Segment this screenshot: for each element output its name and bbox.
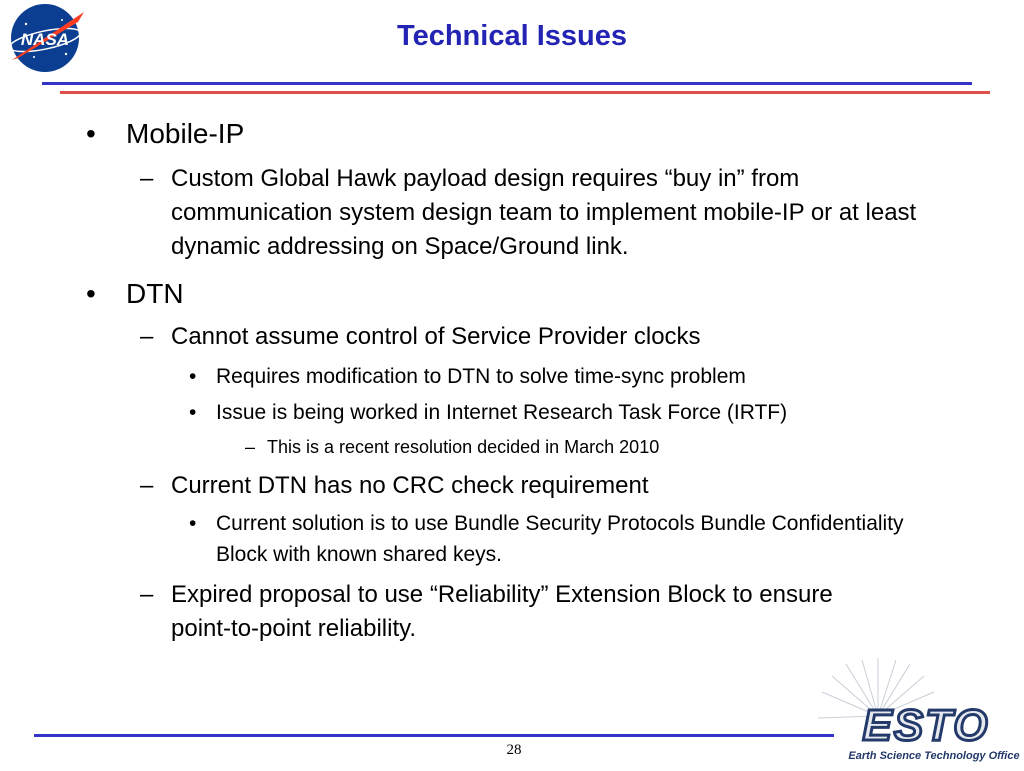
bullet-marker: • (86, 118, 96, 149)
bullet-marker: • (189, 512, 197, 535)
dtn-bsp: Current solution is to use Bundle Security Protocols Bundle Confidentiality Block with known shared keys. (216, 512, 904, 566)
slide-title: Technical Issues (397, 20, 627, 52)
dtn-time-sync: Requires modification to DTN to solve time-sync problem (216, 365, 746, 388)
bullet-dtn: DTN (126, 278, 184, 309)
esto-starburst-logo-icon (816, 656, 1020, 766)
mobile-ip-detail: Custom Global Hawk payload design requires “buy in” from communication system design team to implement mobile-IP or at least dynamic addressing on Space/Ground link. (171, 165, 917, 260)
dash-marker: – (140, 165, 154, 192)
svg-text:ESTO: ESTO (862, 701, 990, 750)
svg-text:Earth Science Technology Offic: Earth Science Technology Office (848, 750, 1020, 762)
dtn-resolution: This is a recent resolution decided in March 2010 (267, 437, 660, 457)
dtn-crc: Current DTN has no CRC check requirement (171, 472, 649, 499)
dtn-clocks: Cannot assume control of Service Provider clocks (171, 323, 701, 350)
dash-marker: – (140, 472, 154, 499)
svg-text:NASA: NASA (20, 30, 70, 49)
footer-rule (34, 734, 834, 737)
esto-logo (816, 656, 1020, 766)
dash-marker: – (140, 581, 154, 608)
bullet-marker: • (189, 365, 197, 388)
title-rule-red (60, 91, 990, 94)
page-number: 28 (506, 742, 522, 758)
dash-marker: – (140, 323, 154, 350)
bullet-marker: • (86, 278, 96, 309)
bullet-mobile-ip: Mobile-IP (126, 118, 245, 149)
title-rule-blue (42, 82, 972, 85)
dtn-irtf: Issue is being worked in Internet Research Task Force (IRTF) (216, 401, 788, 424)
bullet-marker: • (189, 401, 197, 424)
dash-marker: – (245, 437, 256, 457)
dtn-reliability: Expired proposal to use “Reliability” Extension Block to ensure point-to-point reliability. (171, 581, 833, 642)
